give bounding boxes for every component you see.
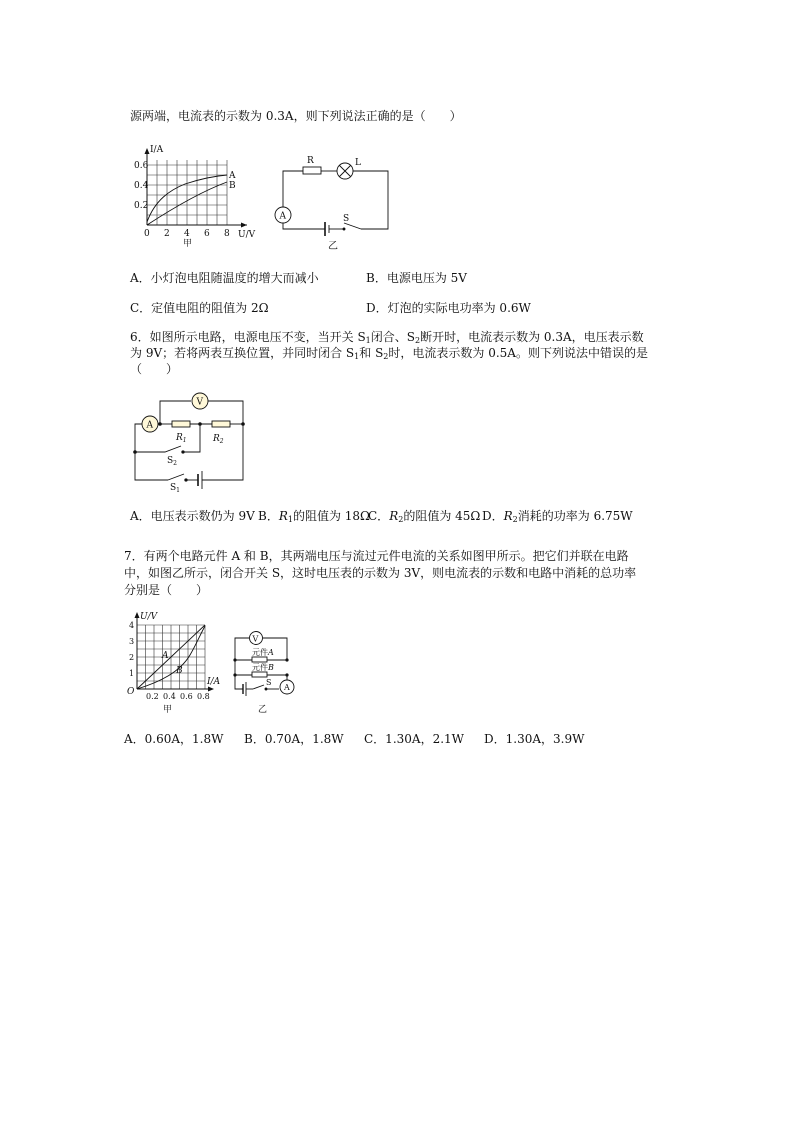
q7-curve-b-label: B — [176, 666, 183, 676]
q6-r2-label: $R_2$ — [213, 434, 224, 445]
q5-circuit-l-label: L — [355, 158, 361, 168]
q5-xtick-8: 8 — [224, 229, 230, 239]
q5-ytick-02: 0.2 — [134, 201, 149, 211]
q7-ytick-1: 1 — [129, 669, 135, 678]
q7-element-a-label: 元件A — [252, 648, 274, 657]
q7-xtick-02: 0.2 — [146, 692, 159, 701]
q5-circuit-s-label: S — [343, 214, 350, 224]
q6-ammeter-symbol: A — [146, 420, 153, 431]
q5-xtick-6: 6 — [204, 229, 210, 239]
q7-graph-ylabel: U/V — [140, 612, 158, 622]
q5-circuit-r-label: R — [307, 156, 314, 166]
q5-xtick-0: 0 — [144, 229, 150, 239]
q7-xtick-08: 0.8 — [197, 692, 210, 701]
q7-option-d[interactable]: D．1.30A，3.9W — [484, 732, 585, 746]
q7-circuit-caption: 乙 — [258, 705, 268, 715]
q5-graph-ylabel: I/A — [150, 145, 164, 155]
q7-option-a[interactable]: A．0.60A，1.8W — [124, 732, 224, 746]
q7-graph-origin: O — [127, 687, 135, 697]
q6-voltmeter-symbol: V — [196, 397, 203, 408]
q5-ytick-04: 0.4 — [134, 181, 149, 191]
q5-graph-caption: 甲 — [183, 239, 193, 249]
q5-graph-xlabel: U/V — [238, 230, 256, 240]
q7-voltmeter-symbol: V — [252, 634, 259, 644]
q7-circuit-s-label: S — [266, 678, 272, 687]
q7-ammeter-symbol: A — [284, 683, 290, 692]
q7-ytick-4: 4 — [129, 621, 135, 630]
q7-xtick-06: 0.6 — [180, 692, 193, 701]
q5-ytick-06: 0.6 — [134, 161, 149, 171]
q7-stem-line3: 分别是（ ） — [124, 583, 209, 597]
q5-curve-b-label: B — [229, 181, 236, 191]
q7-option-c[interactable]: C．1.30A，2.1W — [364, 732, 464, 746]
q7-ytick-3: 3 — [129, 637, 135, 646]
q7-curve-a-label: A — [162, 651, 169, 661]
q5-xtick-4: 4 — [184, 229, 190, 239]
q5-ammeter-symbol: A — [279, 211, 286, 222]
q6-s2-label: $S_2$ — [167, 456, 177, 467]
q7-stem-line2: 中，如图乙所示，闭合开关 S，这时电压表的示数为 3V，则电流表的示数和电路中消耗的总功率 — [124, 566, 637, 580]
q5-option-d[interactable]: D．灯泡的实际电功率为 0.6W — [366, 301, 531, 315]
q6-stem-line1: 6．如图所示电路，电源电压不变，当开关 $S_1$闭合、$S_2$断开时，电流表示数为 0.3A，电压表示数 — [130, 330, 644, 345]
q7-graph-xlabel: I/A — [207, 677, 221, 687]
q5-circuit-caption: 乙 — [328, 241, 338, 252]
q5-option-c[interactable]: C．定值电阻的阻值为 2Ω — [130, 301, 269, 315]
q6-stem-line3: （ ） — [130, 362, 179, 376]
q6-r1-label: $R_1$ — [176, 433, 187, 444]
q6-s1-label: $S_1$ — [170, 483, 180, 494]
q6-option-b[interactable]: B．$R_1$的阻值为 18Ω — [258, 509, 371, 524]
q6-option-c[interactable]: C．$R_2$的阻值为 45Ω — [368, 509, 481, 524]
q5-stem-tail: 源两端，电流表的示数为 0.3A，则下列说法正确的是（ ） — [130, 109, 462, 123]
q7-element-b-label: 元件B — [252, 663, 274, 672]
q7-ytick-2: 2 — [129, 653, 135, 662]
q7-stem-line1: 7．有两个电路元件 A 和 B，其两端电压与流过元件电流的关系如图甲所示。把它们并联在电路 — [124, 549, 629, 563]
q5-option-a[interactable]: A．小灯泡电阻随温度的增大而减小 — [130, 271, 319, 285]
q6-stem-line2: 为 9V；若将两表互换位置，并同时闭合 $S_1$和 $S_2$时，电流表示数为 0.5A。则下列说法中错误的是 — [130, 346, 648, 361]
q6-option-d[interactable]: D．$R_2$消耗的功率为 6.75W — [482, 509, 633, 524]
q7-option-b[interactable]: B．0.70A，1.8W — [244, 732, 344, 746]
q7-xtick-04: 0.4 — [163, 692, 176, 701]
q5-curve-a-label: A — [229, 171, 236, 181]
q5-xtick-2: 2 — [164, 229, 170, 239]
q5-option-b[interactable]: B．电源电压为 5V — [366, 271, 467, 285]
q7-graph-caption: 甲 — [163, 705, 173, 715]
q6-option-a[interactable]: A．电压表示数仍为 9V — [130, 509, 255, 523]
